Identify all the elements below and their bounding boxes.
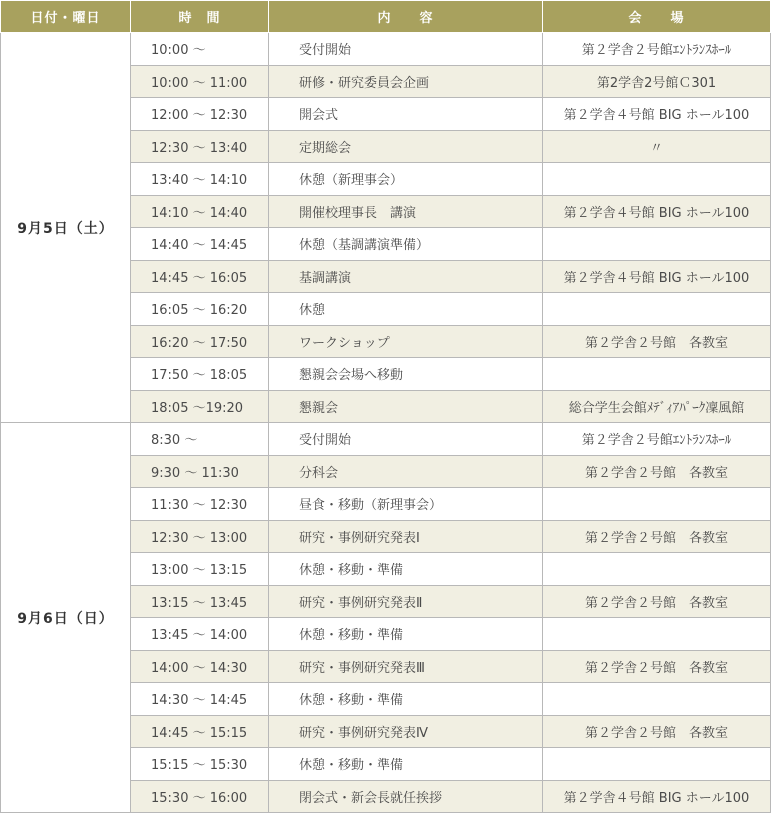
schedule-body [1,33,771,813]
time-cell: 16:20 ～ 17:50 [131,325,269,358]
venue-cell: 第２学舎２号館 各教室 [543,650,771,683]
venue-cell [543,553,771,586]
time-cell: 14:00 ～ 14:30 [131,650,269,683]
time-cell: 8:30 ～ [131,423,269,456]
header-content: 内 容 [269,1,543,33]
schedule-row [1,33,771,66]
venue-cell: 第２学舎４号館 BIG ホール100 [543,98,771,131]
content-cell: 研修・研究委員会企画 [269,65,543,98]
time-cell: 15:30 ～ 16:00 [131,780,269,813]
venue-cell: 第２学舎４号館 BIG ホール100 [543,260,771,293]
content-cell: 休憩・移動・準備 [269,553,543,586]
content-cell: 懇親会会場へ移動 [269,358,543,391]
content-cell: 研究・事例研究発表Ⅲ [269,650,543,683]
venue-cell: 第２学舎２号館 各教室 [543,715,771,748]
venue-cell [543,228,771,261]
header-venue: 会 場 [543,1,771,33]
time-cell: 13:40 ～ 14:10 [131,163,269,196]
content-cell: 休憩・移動・準備 [269,618,543,651]
time-cell: 12:30 ～ 13:00 [131,520,269,553]
time-cell: 10:00 ～ 11:00 [131,65,269,98]
time-cell: 13:00 ～ 13:15 [131,553,269,586]
venue-cell: 〃 [543,130,771,163]
content-cell: 昼食・移動（新理事会） [269,488,543,521]
venue-cell: 第２学舎２号館 各教室 [543,585,771,618]
time-cell: 14:45 ～ 15:15 [131,715,269,748]
content-cell: 休憩・移動・準備 [269,683,543,716]
content-cell: 開催校理事長 講演 [269,195,543,228]
content-cell: 休憩（基調講演準備） [269,228,543,261]
venue-cell: 第２学舎４号館 BIG ホール100 [543,195,771,228]
content-cell: 休憩 [269,293,543,326]
time-cell: 12:00 ～ 12:30 [131,98,269,131]
venue-cell: 総合学生会館ﾒﾃﾞｨｱﾊﾟｰｸ凜風館 [543,390,771,423]
venue-cell [543,488,771,521]
time-cell: 12:30 ～ 13:40 [131,130,269,163]
time-cell: 14:30 ～ 14:45 [131,683,269,716]
content-cell: 休憩（新理事会） [269,163,543,196]
time-cell: 9:30 ～ 11:30 [131,455,269,488]
time-cell: 10:00 ～ [131,33,269,66]
header-date: 日付・曜日 [1,1,131,33]
day-date-cell: 9月5日（土） [1,33,131,423]
schedule-row [1,423,771,456]
time-cell: 16:05 ～ 16:20 [131,293,269,326]
time-cell: 14:40 ～ 14:45 [131,228,269,261]
venue-cell [543,618,771,651]
venue-cell: 第２学舎２号館 各教室 [543,325,771,358]
time-cell: 13:15 ～ 13:45 [131,585,269,618]
venue-cell [543,683,771,716]
venue-cell [543,163,771,196]
time-cell: 13:45 ～ 14:00 [131,618,269,651]
venue-cell: 第２学舎２号館 各教室 [543,520,771,553]
content-cell: 分科会 [269,455,543,488]
content-cell: 定期総会 [269,130,543,163]
venue-cell [543,358,771,391]
content-cell: ワークショップ [269,325,543,358]
content-cell: 閉会式・新会長就任挨拶 [269,780,543,813]
venue-cell [543,748,771,781]
content-cell: 基調講演 [269,260,543,293]
content-cell: 開会式 [269,98,543,131]
venue-cell: 第２学舎２号館 各教室 [543,455,771,488]
time-cell: 14:10 ～ 14:40 [131,195,269,228]
day-date-cell: 9月6日（日） [1,423,131,813]
content-cell: 受付開始 [269,33,543,66]
venue-cell: 第２学舎２号館ｴﾝﾄﾗﾝｽﾎｰﾙ [543,423,771,456]
content-cell: 受付開始 [269,423,543,456]
time-cell: 15:15 ～ 15:30 [131,748,269,781]
content-cell: 研究・事例研究発表Ⅳ [269,715,543,748]
content-cell: 懇親会 [269,390,543,423]
content-cell: 研究・事例研究発表Ⅱ [269,585,543,618]
time-cell: 18:05 ～19:20 [131,390,269,423]
time-cell: 11:30 ～ 12:30 [131,488,269,521]
time-cell: 17:50 ～ 18:05 [131,358,269,391]
content-cell: 休憩・移動・準備 [269,748,543,781]
time-cell: 14:45 ～ 16:05 [131,260,269,293]
venue-cell [543,293,771,326]
content-cell: 研究・事例研究発表Ⅰ [269,520,543,553]
header-time: 時 間 [131,1,269,33]
venue-cell: 第２学舎４号館 BIG ホール100 [543,780,771,813]
venue-cell: 第2学舎2号館Ｃ301 [543,65,771,98]
venue-cell: 第２学舎２号館ｴﾝﾄﾗﾝｽﾎｰﾙ [543,33,771,66]
header-row [1,1,771,33]
